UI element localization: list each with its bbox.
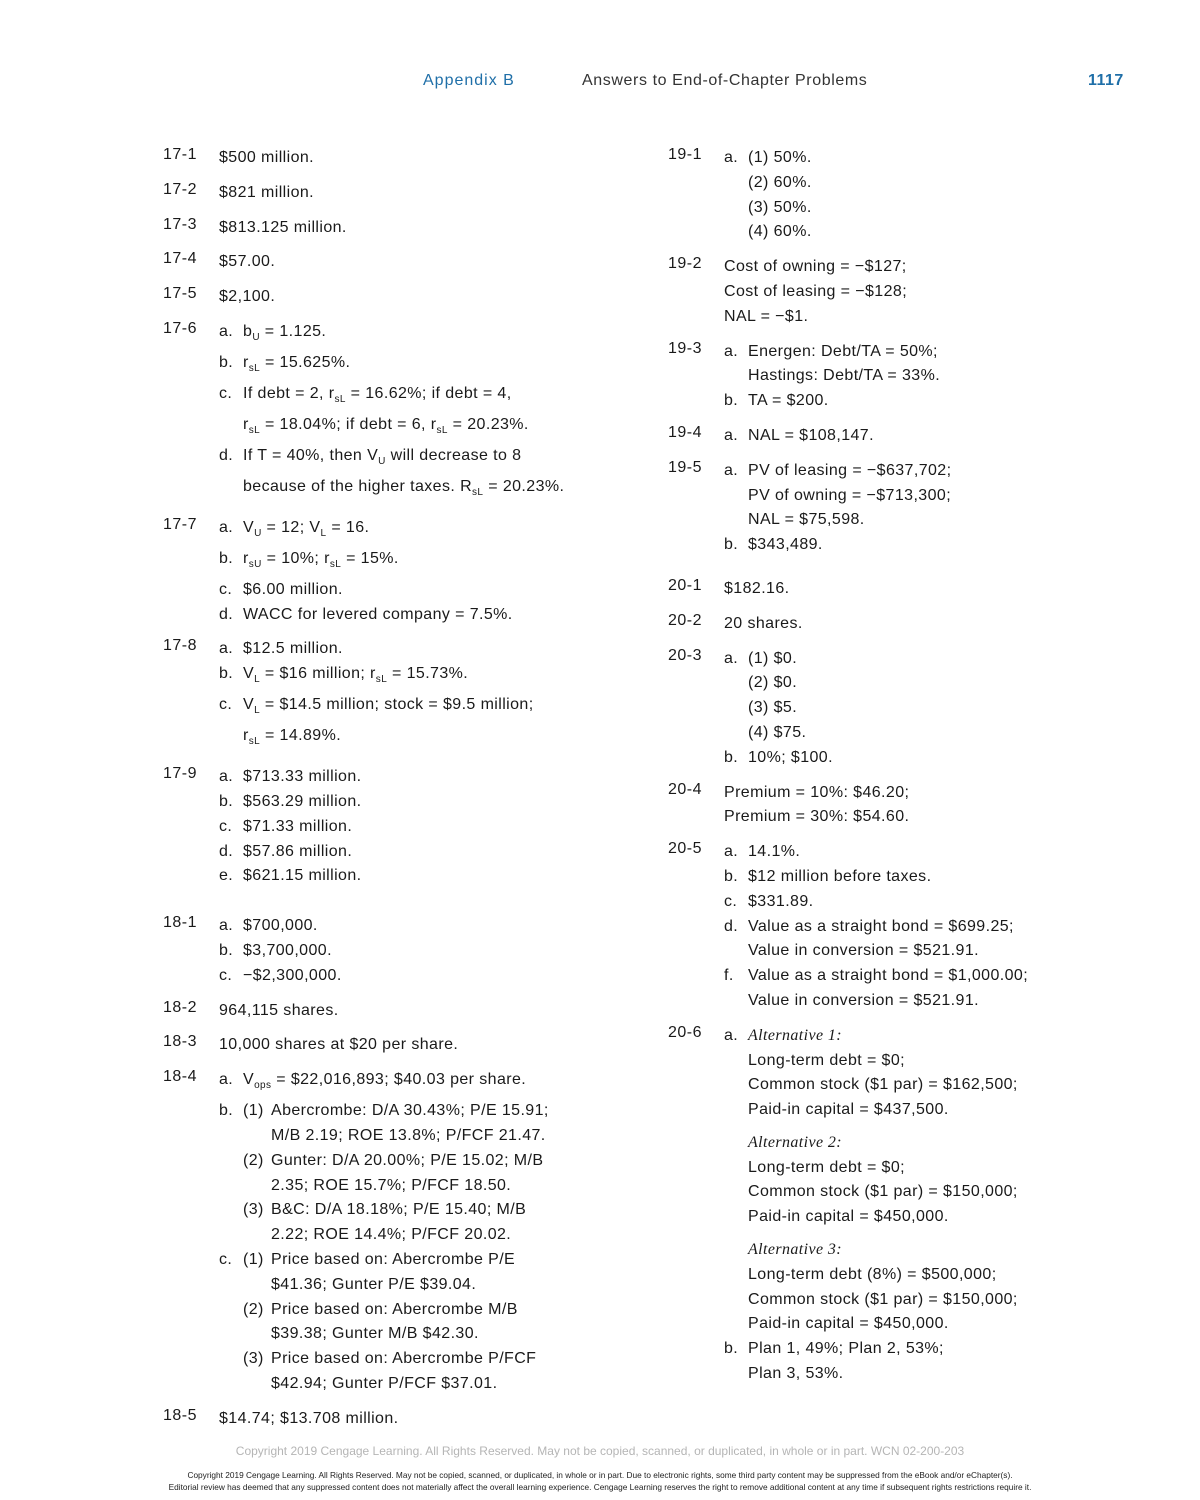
problem-17-9 <box>163 765 633 889</box>
part-label: a. <box>219 640 234 658</box>
answer-line: (4) $75. <box>748 723 807 741</box>
part-label: d. <box>724 917 739 935</box>
problem-number: 20-6 <box>668 1023 703 1041</box>
answer-line: Cost of leasing = −$128; <box>724 282 908 300</box>
problem-number: 19-4 <box>668 423 703 441</box>
answer-line: c. (1) Price based on: Abercrombe P/E <box>219 1248 633 1273</box>
answer-text: $2,100. <box>219 288 276 306</box>
answer-line: a. PV of leasing = −$637,702; <box>724 459 1118 484</box>
answer-line: b. $343,489. <box>724 533 1118 558</box>
answer-line: (2) Price based on: Abercrombe M/B <box>243 1300 518 1318</box>
part-label: b. <box>724 1340 739 1358</box>
part-label: b. <box>724 867 739 885</box>
part-label: b. <box>219 941 234 959</box>
answer-line: d. If T = 40%, then $V_U$ will decrease to 8 <box>219 444 633 475</box>
part-label: c. <box>219 966 233 984</box>
problem-20-5 <box>668 840 1118 1014</box>
answer-line: f. Value as a straight bond = $1,000.00; <box>724 964 1118 989</box>
answer-line: a. Energen: Debt/TA = 50%; <box>724 340 1118 365</box>
answer-line: a. $12.5 million. <box>219 637 633 662</box>
answer-line: a. $700,000. <box>219 914 633 939</box>
answer-line: Plan 3, 53%. <box>748 1365 844 1383</box>
problem-20-2 <box>668 612 1118 637</box>
answer-line: Paid-in capital = $450,000. <box>748 1315 949 1333</box>
problem-number: 19-3 <box>668 339 703 357</box>
answer-line: b. $r_{sL} = 15.625\%$. <box>219 351 633 382</box>
answer-line: Long-term debt (8%) = $500,000; <box>748 1265 997 1283</box>
problem-17-4 <box>163 250 633 275</box>
problem-number: 17-9 <box>163 765 198 783</box>
part-label: a. <box>724 649 739 667</box>
problem-number: 20-4 <box>668 780 703 798</box>
problem-18-5 <box>163 1407 633 1432</box>
part-label: e. <box>219 867 234 885</box>
problem-number: 18-3 <box>163 1033 198 1051</box>
page-header <box>0 70 1200 100</box>
answer-line: a. $V_U = 12$; $V_L = 16$. <box>219 516 633 547</box>
problem-number: 18-4 <box>163 1068 198 1086</box>
answer-line: Common stock ($1 par) = $150,000; <box>748 1290 1018 1308</box>
answer-line: a. $713.33 million. <box>219 765 633 790</box>
part-label: c. <box>219 817 233 835</box>
problem-20-4 <box>668 781 1118 831</box>
answer-line: (2) Gunter: D/A 20.00%; P/E 15.02; M/B <box>243 1151 544 1169</box>
alternative-heading: Alternative 3: <box>748 1241 843 1259</box>
problem-number: 18-2 <box>163 998 198 1016</box>
answer-text: $813.125 million. <box>219 218 347 236</box>
part-label: a. <box>724 342 739 360</box>
answer-line: c. If debt = 2, $r_{sL} = 16.62\%$; if debt = 4, <box>219 382 633 413</box>
answer-line: d. $57.86 million. <box>219 840 633 865</box>
answer-line: Premium = 10%: $46.20; <box>724 783 910 801</box>
appendix-label: Appendix B <box>423 72 515 89</box>
part-label: a. <box>724 1026 739 1044</box>
answer-line: c. $71.33 million. <box>219 815 633 840</box>
answer-line: a. $V_{ops}$ = $22,016,893; $40.03 per share. <box>219 1068 633 1099</box>
problem-17-8 <box>163 637 633 755</box>
answer-line: c. −$2,300,000. <box>219 964 633 989</box>
problem-20-1 <box>668 577 1118 602</box>
answer-line: $41.36; Gunter P/E $39.04. <box>271 1275 477 1293</box>
part-label: d. <box>219 446 234 464</box>
problem-number: 17-4 <box>163 250 198 268</box>
answer-line: Cost of owning = −$127; <box>724 258 907 276</box>
problem-17-2 <box>163 181 633 206</box>
answer-line: Paid-in capital = $437,500. <box>748 1101 949 1119</box>
answer-line: b. $3,700,000. <box>219 939 633 964</box>
right-column <box>668 146 1118 1387</box>
answer-line: d. WACC for levered company = 7.5%. <box>219 603 633 628</box>
part-label: a. <box>219 1071 234 1089</box>
part-label: b. <box>219 793 234 810</box>
problem-19-2 <box>668 255 1118 329</box>
problem-19-3 <box>668 340 1118 414</box>
part-label: d. <box>219 842 234 860</box>
chapter-title: Answers to End-of-Chapter Problems <box>582 72 868 89</box>
answer-line: 2.35; ROE 15.7%; P/FCF 18.50. <box>271 1176 512 1194</box>
problem-18-2 <box>163 999 633 1024</box>
answer-line: a. 14.1%. <box>724 840 1118 865</box>
problem-19-5 <box>668 459 1118 558</box>
page-number: 1117 <box>1088 72 1124 89</box>
problem-number: 19-5 <box>668 458 703 476</box>
answer-line: $39.38; Gunter M/B $42.30. <box>271 1325 479 1343</box>
problem-18-3 <box>163 1033 633 1058</box>
problem-number: 20-1 <box>668 576 703 594</box>
answer-line: b. $r_{sU} = 10\%$; $r_{sL} = 15\%$. <box>219 547 633 578</box>
part-label: a. <box>219 518 234 536</box>
problem-18-1 <box>163 914 633 988</box>
part-label: a. <box>724 461 739 479</box>
answer-line: (3) B&C: D/A 18.18%; P/E 15.40; M/B <box>243 1201 527 1219</box>
problem-19-1 <box>668 146 1118 245</box>
problem-17-7 <box>163 516 633 628</box>
answer-line: Common stock ($1 par) = $162,500; <box>748 1076 1018 1094</box>
answer-text: $500 million. <box>219 149 315 166</box>
answer-line: Value in conversion = $521.91. <box>748 991 979 1009</box>
part-label: d. <box>219 605 234 623</box>
copyright-notice <box>0 1469 1200 1493</box>
answer-line: a. NAL = $108,147. <box>724 424 1118 449</box>
problem-number: 17-6 <box>163 319 198 337</box>
part-label: b. <box>724 748 739 766</box>
answer-line: (4) 60%. <box>748 223 812 241</box>
answer-text: 10,000 shares at $20 per share. <box>219 1036 459 1054</box>
problem-number: 20-5 <box>668 840 703 858</box>
answer-line: $r_{sL} = 14.89\%$. <box>243 727 342 748</box>
problem-17-6 <box>163 320 633 506</box>
answer-line: a. (1) 50%. <box>724 146 1118 171</box>
answer-line: e. $621.15 million. <box>219 864 633 889</box>
problem-number: 17-5 <box>163 285 198 303</box>
problem-17-5 <box>163 285 633 310</box>
part-label: b. <box>219 549 234 567</box>
answer-line: NAL = $75,598. <box>748 511 865 529</box>
answer-line: M/B 2.19; ROE 13.8%; P/FCF 21.47. <box>271 1126 546 1144</box>
left-column <box>163 146 633 1432</box>
problem-number: 17-2 <box>163 180 198 198</box>
answer-line: d. Value as a straight bond = $699.25; <box>724 915 1118 940</box>
problem-number: 20-2 <box>668 611 703 629</box>
answer-line: (2) $0. <box>748 674 798 692</box>
copyright-notice-line: Editorial review has deemed that any suppressed content does not materially affect the overall learning experience. Cengage Learning reserves the right to remove additional content at any time if subsequent rights restrictions require it. <box>168 1482 1032 1492</box>
answer-line: c. $V_L$ = $14.5 million; stock = $9.5 million; <box>219 693 633 724</box>
answer-text: $821 million. <box>219 183 315 201</box>
answer-line: because of the higher taxes. $R_{sL} = 20.23\%$. <box>243 477 565 499</box>
problem-18-4 <box>163 1068 633 1397</box>
problem-17-3 <box>163 216 633 241</box>
answer-line: Paid-in capital = $450,000. <box>748 1208 949 1226</box>
part-label: b. <box>724 536 739 554</box>
answer-text: 964,115 shares. <box>219 1001 339 1019</box>
answer-line: c. $6.00 million. <box>219 578 633 603</box>
answer-line: NAL = −$1. <box>724 307 809 325</box>
answer-line: b. 10%; $100. <box>724 746 1118 771</box>
part-label: c. <box>724 892 738 910</box>
part-label: a. <box>219 322 234 340</box>
problem-number: 18-1 <box>163 914 198 932</box>
answer-line: b. TA = $200. <box>724 389 1118 414</box>
answer-line: Hastings: Debt/TA = 33%. <box>748 367 941 385</box>
part-label: f. <box>724 967 734 985</box>
problem-number: 17-8 <box>163 637 198 655</box>
problem-20-6 <box>668 1024 1118 1387</box>
answer-text: 20 shares. <box>724 614 803 632</box>
copyright-watermark: Copyright 2019 Cengage Learning. All Rights Reserved. May not be copied, scanned, or duplicated, in whole or in part. WCN 02-200-203 <box>235 1444 965 1458</box>
part-label: b. <box>219 665 234 683</box>
part-label: a. <box>724 843 739 861</box>
part-label: c. <box>219 1250 233 1268</box>
problem-number: 19-1 <box>668 146 703 163</box>
part-label: a. <box>724 426 739 444</box>
alternative-heading: Alternative 2: <box>748 1133 843 1151</box>
part-label: b. <box>219 353 234 371</box>
answer-line: Value in conversion = $521.91. <box>748 942 979 960</box>
answer-line: (2) 60%. <box>748 173 812 191</box>
answer-line: Long-term debt = $0; <box>748 1158 905 1176</box>
answer-line: PV of owning = −$713,300; <box>748 486 952 504</box>
answer-line: Long-term debt = $0; <box>748 1051 905 1069</box>
answer-text: $14.74; $13.708 million. <box>219 1409 399 1427</box>
part-label: b. <box>219 1102 234 1120</box>
answer-line: b. $563.29 million. <box>219 790 633 815</box>
answer-line: b. $V_L$ = $16 million; $r_{sL} = 15.73\%$. <box>219 662 633 693</box>
problem-number: 17-7 <box>163 515 198 533</box>
answer-line: c. $331.89. <box>724 890 1118 915</box>
answer-line: Premium = 30%: $54.60. <box>724 808 910 826</box>
answer-line: (3) 50%. <box>748 198 812 216</box>
answer-line: (3) Price based on: Abercrombe P/FCF <box>243 1350 537 1368</box>
answer-line: (3) $5. <box>748 699 798 717</box>
problem-number: 19-2 <box>668 255 703 273</box>
problem-number: 20-3 <box>668 646 703 664</box>
answer-line: b. (1) Abercrombe: D/A 30.43%; P/E 15.91; <box>219 1099 633 1124</box>
part-label: b. <box>724 392 739 410</box>
answer-text: $182.16. <box>724 579 790 597</box>
answer-line <box>724 1024 1118 1049</box>
answer-line: a. (1) $0. <box>724 647 1118 672</box>
problem-19-4 <box>668 424 1118 449</box>
problem-number: 17-3 <box>163 215 198 233</box>
answer-line: Common stock ($1 par) = $150,000; <box>748 1183 1018 1201</box>
part-label: a. <box>219 917 234 935</box>
problem-17-1 <box>163 146 633 171</box>
copyright-notice-line: Copyright 2019 Cengage Learning. All Rights Reserved. May not be copied, scanned, or duplicated, in whole or in part. Due to electronic rights, some third party content may be suppressed from the eBook and/or eChapter(s). <box>187 1470 1013 1480</box>
part-label: c. <box>219 384 233 402</box>
answer-line: $r_{sL} = 18.04\%$; if debt = 6, $r_{sL} = 20.23\%$. <box>243 415 529 437</box>
answer-line: b. $12 million before taxes. <box>724 865 1118 890</box>
answer-line: b. Plan 1, 49%; Plan 2, 53%; <box>724 1337 1118 1362</box>
problem-number: 18-5 <box>163 1406 198 1424</box>
answer-line: a. $b_U = 1.125$. <box>219 320 633 351</box>
answer-line: 2.22; ROE 14.4%; P/FCF 20.02. <box>271 1226 512 1244</box>
part-label: c. <box>219 580 233 598</box>
answer-text: $57.00. <box>219 253 276 271</box>
problem-number: 17-1 <box>163 146 198 163</box>
answer-line: $42.94; Gunter P/FCF $37.01. <box>271 1374 498 1392</box>
part-label: a. <box>724 149 739 166</box>
alternative-heading: Alternative 1: <box>748 1026 843 1044</box>
part-label: c. <box>219 696 233 714</box>
part-label: a. <box>219 768 234 786</box>
problem-20-3 <box>668 647 1118 771</box>
